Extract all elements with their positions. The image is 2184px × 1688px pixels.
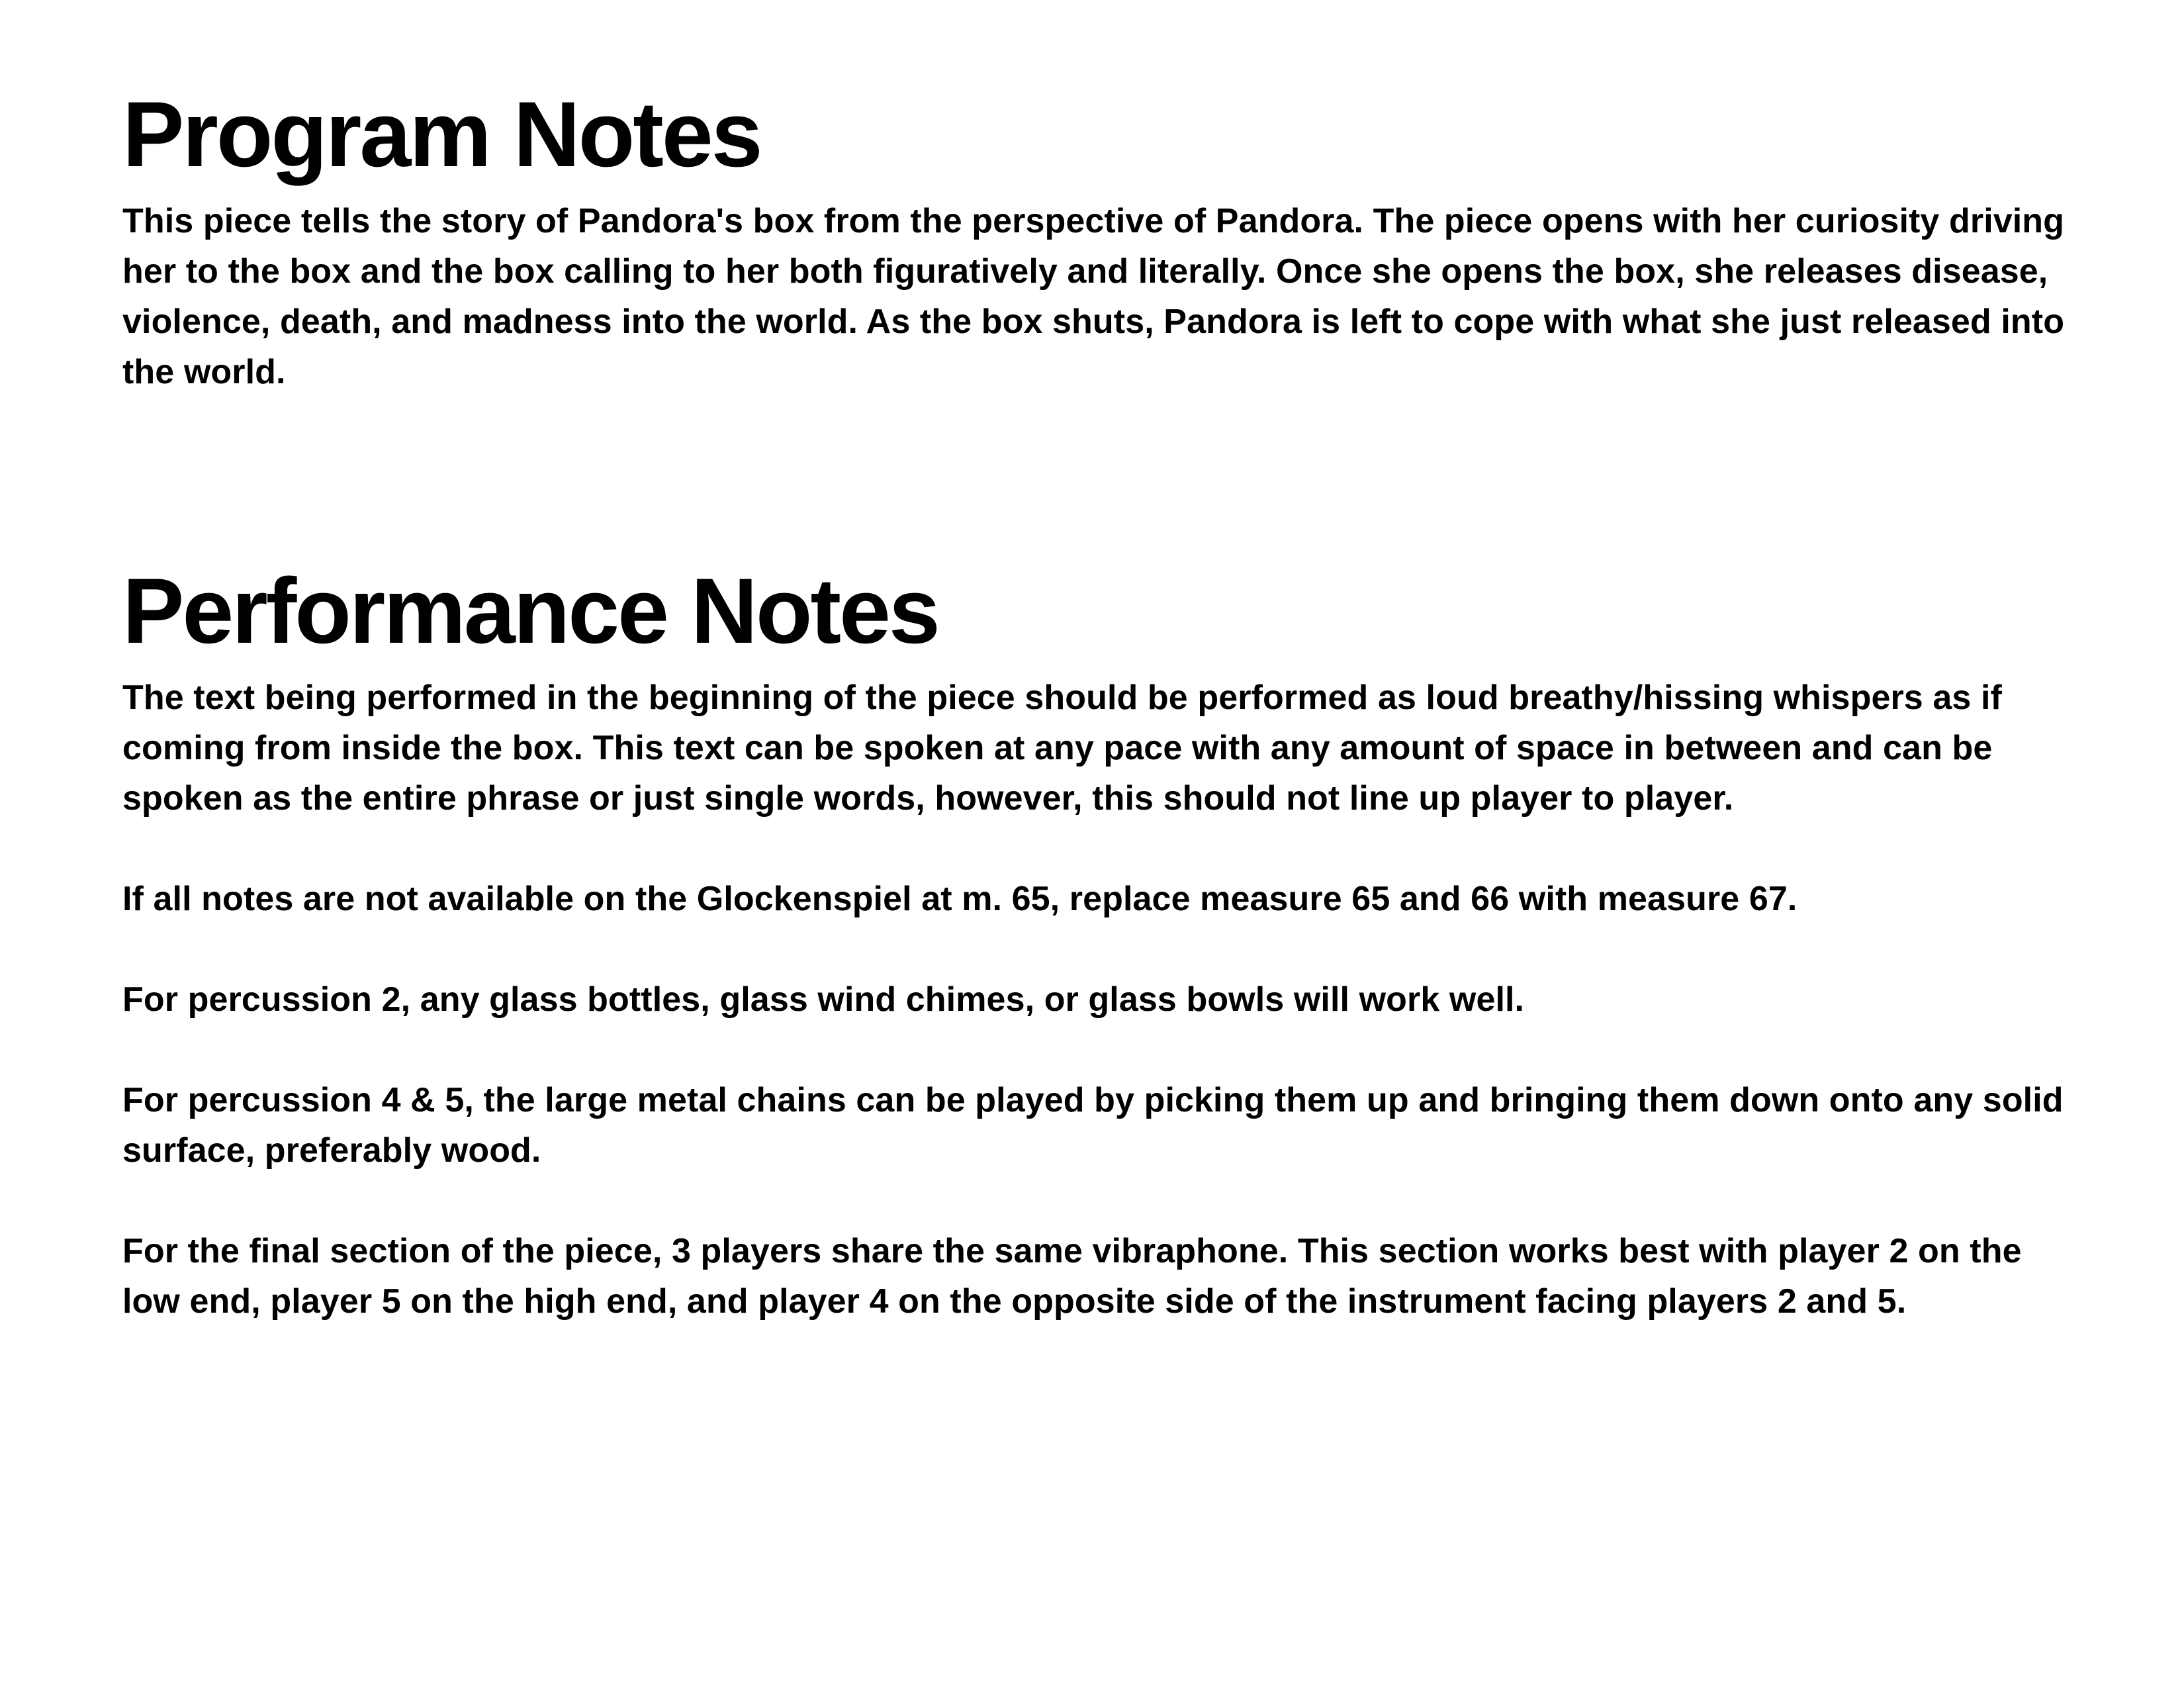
performance-note-whispers: The text being performed in the beginning of the piece should be performed as loud breathy/hissing whispers as if coming from inside the box. This text can be spoken at any pace with any amount of space in between and can be spoken as the entire phrase or just single words, however, this should not line up player to player. [122, 679, 2002, 818]
program-notes-section [122, 82, 2068, 397]
performance-notes-section [122, 561, 2068, 1327]
program-notes-body: This piece tells the story of Pandora's box from the perspective of Pandora. The piece opens with her curiosity driving her to the box and the box calling to her both figuratively and literally. Once she opens the box, she releases disease, violence, death, and madness into the world. As the box shuts, Pandora is left to cope with what she just released into the world. [122, 202, 2065, 391]
performance-note-percussion-2: For percussion 2, any glass bottles, glass wind chimes, or glass bowls will work well. [122, 980, 1525, 1019]
performance-note-percussion-4-5: For percussion 4 & 5, the large metal chains can be played by picking them up and bringing them down onto any solid surface, preferably wood. [122, 1081, 2064, 1170]
program-notes-heading: Program Notes [122, 82, 761, 186]
performance-note-vibraphone: For the final section of the piece, 3 players share the same vibraphone. This section works best with player 2 on the low end, player 5 on the high end, and player 4 on the opposite side of the instrument facing players 2 and 5. [122, 1232, 2022, 1321]
performance-notes-heading: Performance Notes [122, 559, 938, 663]
performance-note-glockenspiel: If all notes are not available on the Glockenspiel at m. 65, replace measure 65 and 66 with measure 67. [122, 880, 1797, 918]
